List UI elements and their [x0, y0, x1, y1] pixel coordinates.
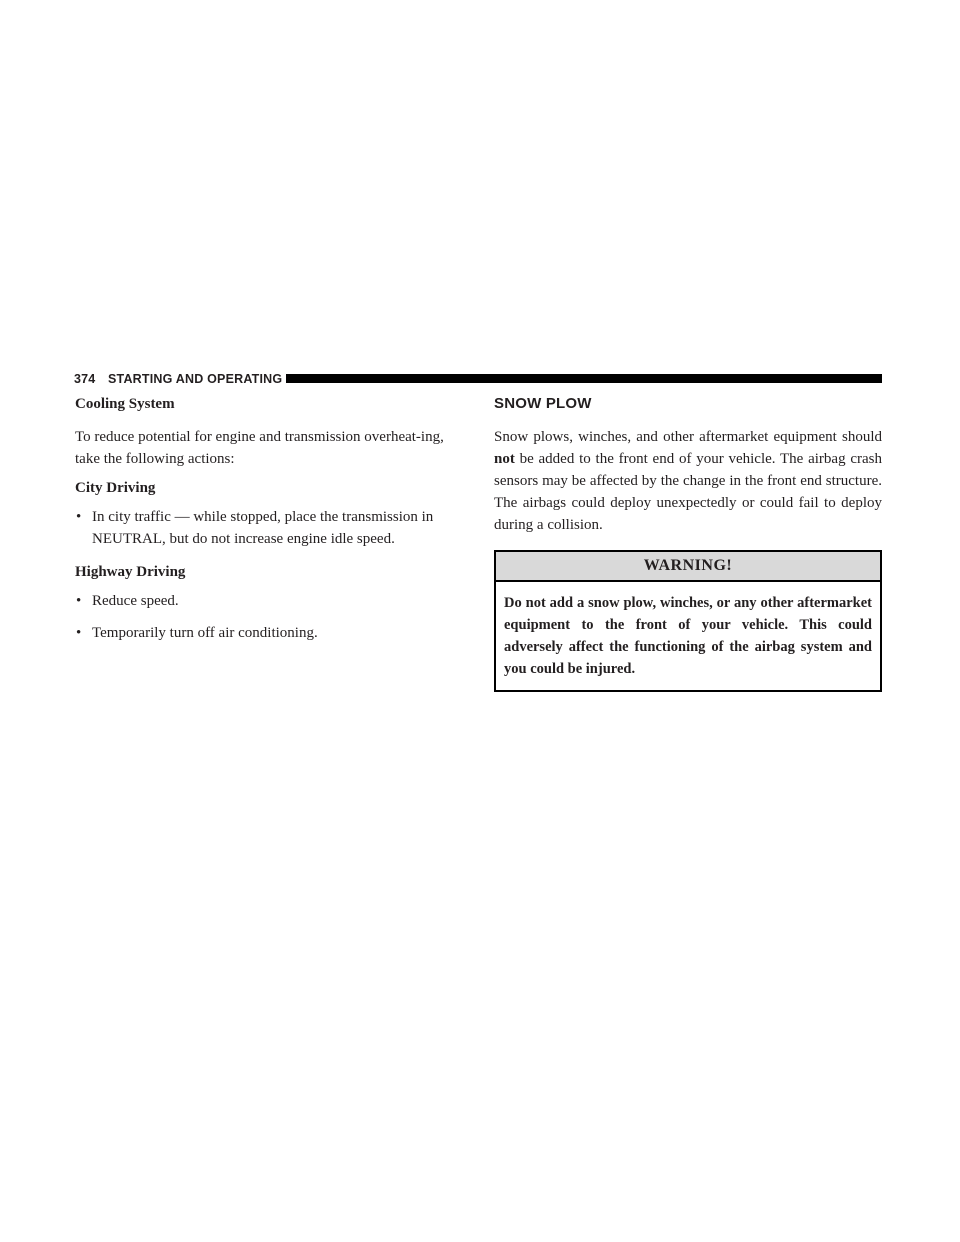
list-item-text: In city traffic — while stopped, place the transmission in NEUTRAL, but do not increase engine idle speed. [92, 509, 434, 547]
bullet-icon: • [76, 509, 82, 525]
highway-driving-heading: Highway Driving [75, 564, 186, 580]
cooling-system-heading: Cooling System [75, 396, 175, 412]
city-driving-list [75, 506, 463, 550]
warning-text: Do not add a snow plow, winches, or any other aftermarket equipment to the front of your vehicle. This could adversely affect the functioning of the airbag system and you could be injured. [504, 595, 872, 677]
list-item [75, 590, 463, 612]
bullet-icon: • [76, 625, 82, 641]
warning-box [494, 550, 882, 692]
page-header [74, 371, 882, 387]
page-number: 374 [74, 372, 96, 386]
snow-plow-paragraph [494, 426, 882, 536]
warning-title: WARNING! [496, 552, 880, 582]
list-item-text: Temporarily turn off air conditioning. [92, 625, 318, 641]
snow-plow-text-start: Snow plows, winches, and other aftermarket equipment should [494, 429, 882, 445]
city-driving-heading: City Driving [75, 480, 156, 496]
snow-plow-text-end: be added to the front end of your vehicle. The airbag crash sensors may be affected by the change in the front end structure. The airbags could deploy unexpectedly or could fail to deploy during a collision. [494, 451, 882, 533]
cooling-system-intro: To reduce potential for engine and transmission overheat-ing, take the following actions: [75, 429, 444, 467]
left-column [75, 394, 463, 654]
list-item [75, 622, 463, 644]
section-title: STARTING AND OPERATING [108, 372, 283, 386]
header-rule [286, 374, 882, 383]
list-item [75, 506, 463, 550]
snow-plow-heading: SNOW PLOW [494, 395, 592, 412]
snow-plow-emphasis: not [494, 451, 515, 467]
right-column [494, 394, 882, 692]
bullet-icon: • [76, 593, 82, 609]
list-item-text: Reduce speed. [92, 593, 179, 609]
highway-driving-list [75, 590, 463, 644]
